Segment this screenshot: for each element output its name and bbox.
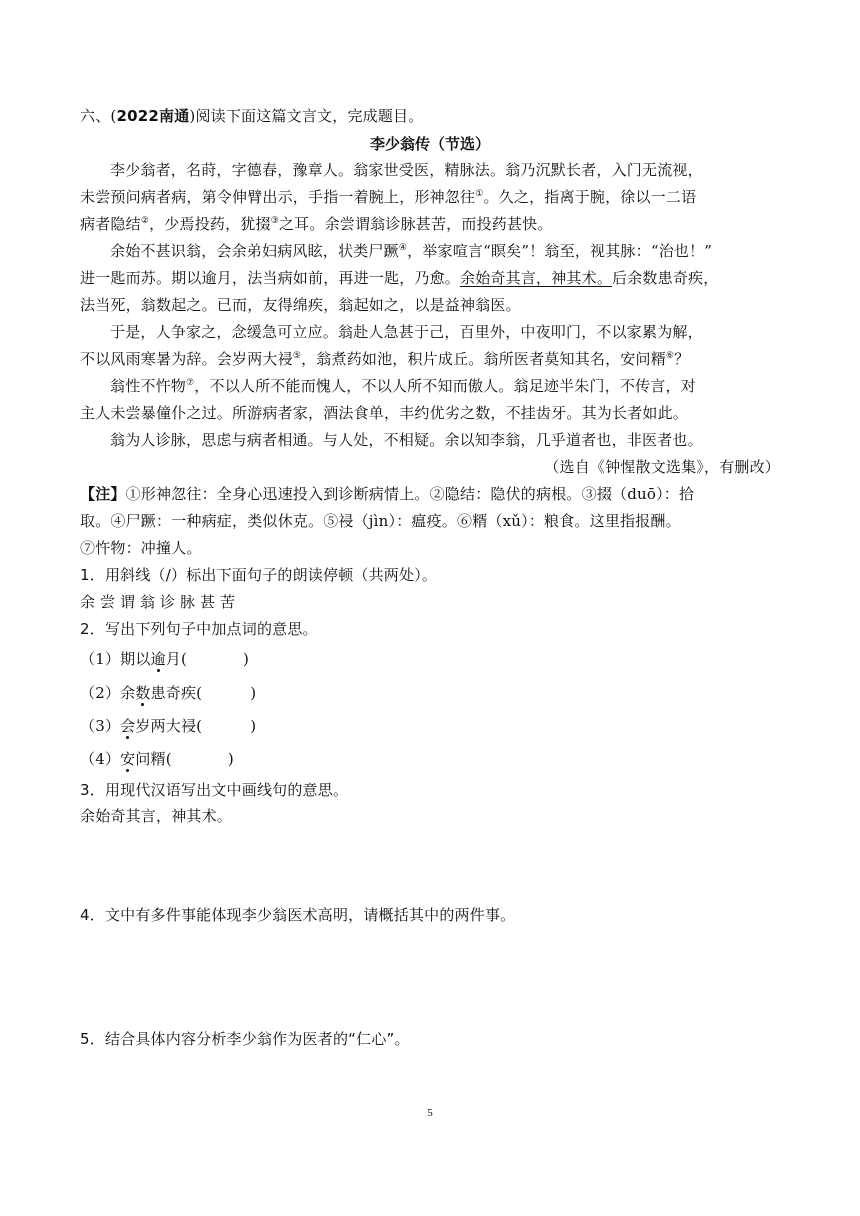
question-5: 5．结合具体内容分析李少翁作为医者的“仁心”。 bbox=[80, 1030, 410, 1048]
passage-line: 余始不甚识翁，会余弟妇病风眩，状类尸蹶④，举家喧言“瞑矣”！翁至，视其脉：“治也！” bbox=[110, 242, 713, 260]
passage-line: 不以风雨寒暑为辞。会岁两大祲⑤，翁煮药如池，积片成丘。翁所医者莫知其名，安问糈⑥？ bbox=[80, 350, 690, 368]
question-1: 1．用斜线（/）标出下面句子的朗读停顿（共两处）。 bbox=[80, 566, 438, 584]
passage-line: 进一匙而苏。期以逾月，法当病如前，再进一匙，乃愈。余始奇其言，神其术。后余数患奇疾， bbox=[80, 269, 719, 287]
passage-line: 翁性不忤物⑦，不以人所不能而愧人，不以人所不知而傲人。翁足迹半朱门，不传言，对 bbox=[110, 377, 696, 395]
question-1-sentence: 余尝谓翁诊脉甚苦 bbox=[80, 593, 241, 611]
question-3-sentence: 余始奇其言，神其术。 bbox=[80, 807, 233, 825]
question-2-item: （2）余数患奇疾( ) bbox=[80, 684, 257, 702]
heading-source: 2022南通 bbox=[116, 107, 190, 125]
annotation-label: 【注】 bbox=[80, 485, 126, 503]
question-3: 3．用现代汉语写出文中画线句的意思。 bbox=[80, 781, 349, 799]
passage-title: 李少翁传（节选） bbox=[369, 135, 490, 153]
passage-line: 主人未尝暴僮仆之过。所游病者家，酒法食单，丰约优劣之数，不挂齿牙。其为长者如此。 bbox=[80, 404, 689, 422]
dotted-word: 安 bbox=[120, 750, 136, 768]
dotted-word: 逾 bbox=[150, 650, 166, 668]
annotation-line: ⑦忤物：冲撞人。 bbox=[80, 539, 202, 557]
question-2-item: （1）期以逾月( ) bbox=[80, 650, 250, 668]
passage-line: 李少翁者，名莳，字德春，豫章人。翁家世受医，精脉法。翁乃沉默长者，入门无流视， bbox=[110, 161, 703, 179]
passage-line: 法当死，翁数起之。已而，友得绵疾，翁起如之，以是益神翁医。 bbox=[80, 296, 521, 314]
question-2-item: （3）会岁两大祲( ) bbox=[80, 717, 257, 735]
dotted-word: 会 bbox=[120, 717, 136, 735]
source-citation: （选自《钟惺散文选集》，有删改） bbox=[544, 458, 780, 476]
section-heading: 六、(2022南通)阅读下面这篇文言文，完成题目。 bbox=[80, 107, 424, 125]
annotation-line: 【注】①形神忽往：全身心迅速投入到诊断病情上。②隐结：隐伏的病根。③掇（duō）：拾 bbox=[80, 485, 695, 503]
question-4: 4．文中有多件事能体现李少翁医术高明，请概括其中的两件事。 bbox=[80, 906, 516, 924]
passage-line: 未尝预问病者病，第令伸臂出示，手指一着腕上，形神忽往①。久之，指离于腕，徐以一二语 bbox=[80, 188, 697, 206]
passage-line: 病者隐结②，少焉投药，犹掇③之耳。余尝谓翁诊脉甚苦，而投药甚快。 bbox=[80, 215, 553, 233]
question-2-item: （4）安问糈( ) bbox=[80, 750, 234, 768]
passage-line: 翁为人诊脉，思虑与病者相通。与人处，不相疑。余以知李翁，几乎道者也，非医者也。 bbox=[110, 431, 703, 449]
underlined-sentence: 余始奇其言，神其术。 bbox=[460, 269, 613, 287]
passage-line: 于是，人争家之，念缓急可立应。翁赴人急甚于己，百里外，中夜叩门，不以家累为解， bbox=[110, 323, 703, 341]
page-number: 5 bbox=[427, 1107, 433, 1119]
dotted-word: 数 bbox=[135, 684, 151, 702]
question-2: 2．写出下列句子中加点词的意思。 bbox=[80, 620, 318, 638]
annotation-line: 取。④尸蹶：一种病症，类似休克。⑤祲（jìn）：瘟疫。⑥糈（xǔ）：粮食。这里指报酬。 bbox=[80, 512, 681, 530]
